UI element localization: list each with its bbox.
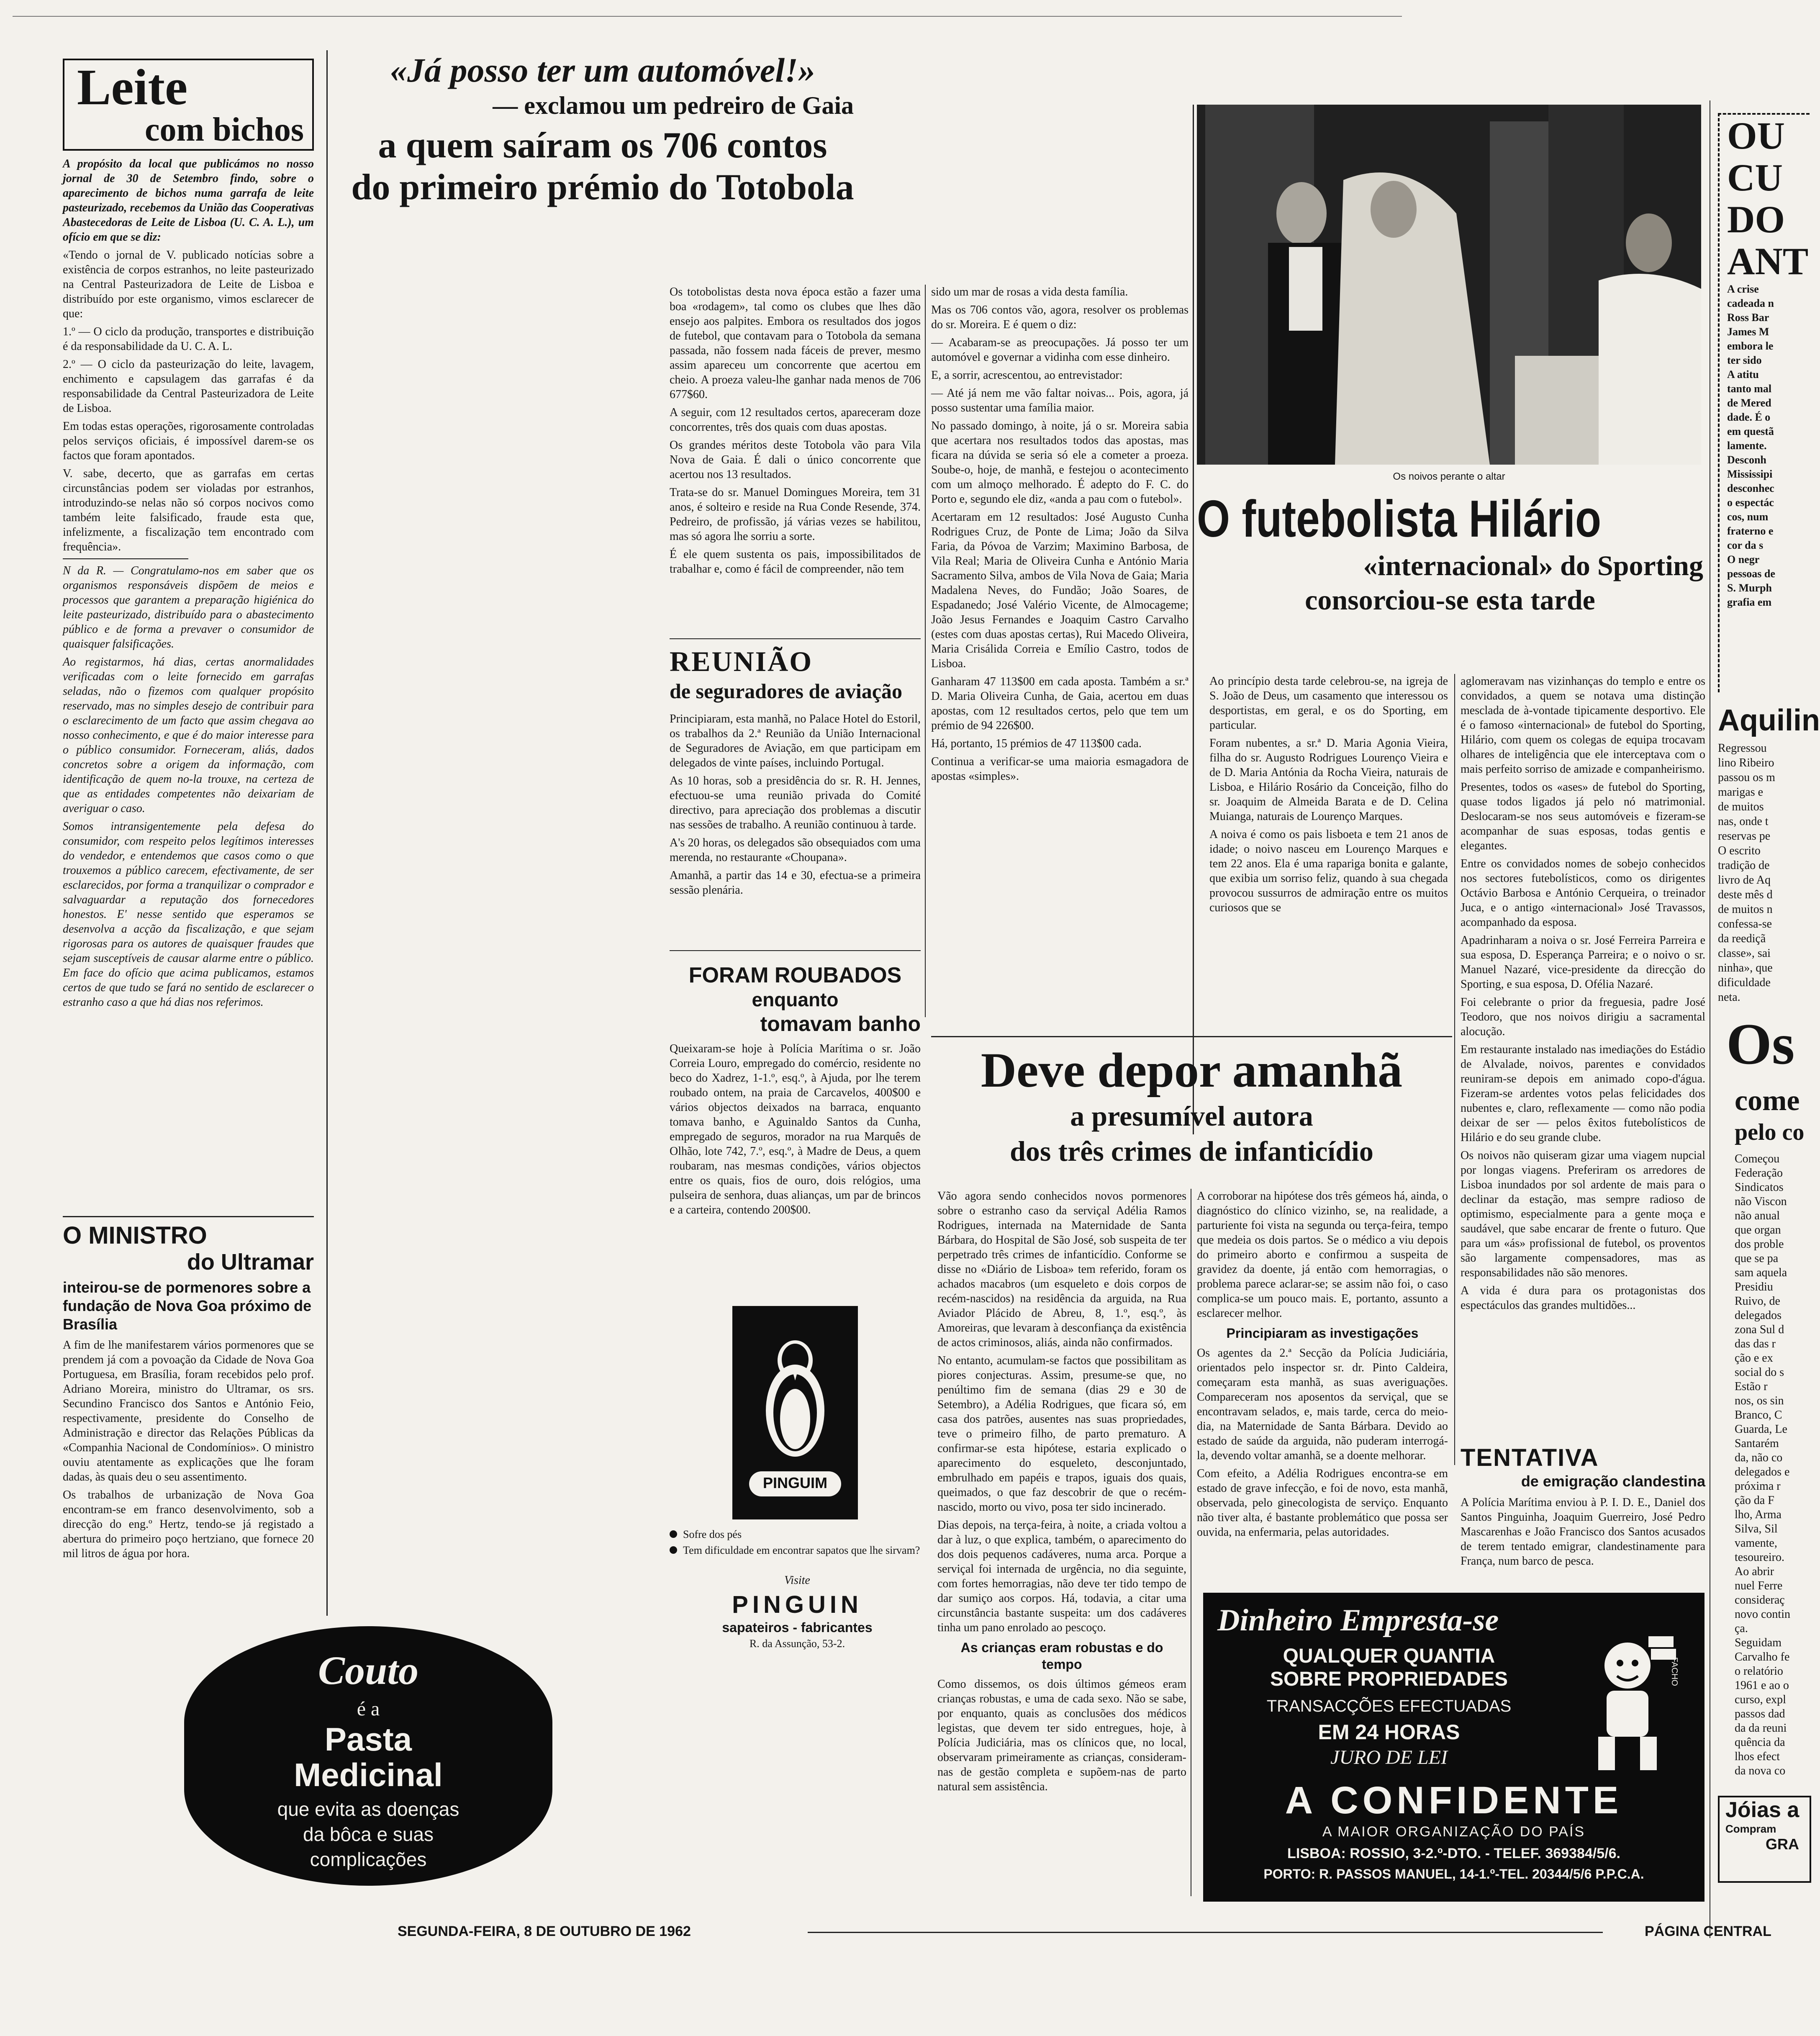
leite-body (63, 157, 314, 1228)
depor-paragraph: A corroborar na hipótese dos três gémeos há, ainda, o diagnóstico do clínico vizinho, se, na realidade, a parturiente foi vista na segunda ou terça-feira, tempo que medeia os dois partos. Se o médico a viu depois do primeiro aborto e confirmou a suspeita de gravidez da doente, já então com hemorragias, o problema parece aclarar-se; se assim não foi, o caso complica-se um pouco mais. E, portanto, assunto a esclarecer melhor. (1197, 1190, 1448, 1320)
pinguim-addr: R. da Assunção, 53-2. (749, 1638, 845, 1650)
hilario-headline: O futebolista Hilário (1197, 490, 1602, 548)
edge-headline: OU (1727, 114, 1785, 157)
confidente-tag: FACHO (1670, 1657, 1679, 1686)
edge-headline: CU (1727, 156, 1783, 199)
edge-text-line: dificuldade (1718, 976, 1771, 989)
column-rule (1454, 674, 1455, 1465)
edge-text-line: pessoas de (1727, 568, 1775, 580)
confidente-line: TRANSACÇÕES EFECTUADAS (1266, 1697, 1512, 1715)
reuniao-paragraph: Principiaram, esta manhã, no Palace Hotel do Estoril, os trabalhos da 2.ª Reunião da União Internacional de Seguradores de Aviação, em que participam em delegados de vinte países, incluindo Portugal. (670, 712, 921, 769)
depor-paragraph: Com efeito, a Adélia Rodrigues encontra-se em estado de grave infecção, e foi de novo, esta manhã, observada, pelo ginecologista de serviço. Enquanto não tiver alta, é bastante problemático que possa ser ouvida, na enfermaria, pelas autoridades. (1197, 1467, 1448, 1539)
edge-aquilino (1718, 703, 1820, 1005)
pinguim-bullet-text: Sofre dos pés (683, 1528, 742, 1540)
hilario-paragraph: Em restaurante instalado nas imediações do Estádio de Alvalade, noivos, parentes e convidados reuniram-se depois em animado copo-d'água. Fizeram-se ardentes votos pelas felicidades dos nubentes e, claro, reflexamente — como não podia deixar de ser — pelos êxitos futebolísticos de Hilário e do seu grande clube. (1461, 1043, 1705, 1144)
pinguim-ad (665, 1306, 929, 1653)
edge-text-line: Sindicatos (1735, 1181, 1784, 1194)
edge-text-line: da reediçã (1718, 932, 1766, 945)
edge-text-line: tesoureiro. (1735, 1551, 1784, 1564)
edge-text-line: não anual (1735, 1209, 1780, 1222)
couto-line: complicações (310, 1848, 427, 1870)
edge-text-line: dade. É o (1727, 411, 1771, 423)
bullet-icon (670, 1546, 677, 1554)
edge-text-line: A atitu (1727, 368, 1759, 380)
edge-text-line: ter sido (1727, 354, 1762, 366)
reuniao-body (670, 712, 921, 921)
section-rule (931, 1036, 1452, 1037)
pinguim-brand: PINGUIN (732, 1591, 863, 1618)
edge-headline: Aquilin (1718, 704, 1820, 737)
confidente-line: QUALQUER QUANTIA (1283, 1645, 1495, 1667)
edge-headline: come (1735, 1085, 1800, 1117)
couto-line: é a (357, 1698, 380, 1720)
edge-text-line: ça. (1735, 1622, 1748, 1635)
edge-headline: ANT (1727, 240, 1809, 283)
edge-text-line: Seguidam (1735, 1636, 1781, 1649)
edge-text-line: de muitos n (1718, 903, 1773, 916)
totobola-paragraph: Os totobolistas desta nova época estão a fazer uma boa «rodagem», tal como os clubes que lhes dão ensejo aos palpites. Embora os resultados dos jogos de futebol, que contavam para o Totobola da semana passada, não fossem nada fáceis de prever, mesmo assim apareceu um concorrente que acertou em cheio. A proeza valeu-lhe ganhar nada menos de 706 677$60. (670, 285, 921, 401)
reuniao-headline: REUNIÃO (670, 645, 813, 677)
edge-os (1718, 1013, 1808, 1867)
edge-text-line: Guarda, Le (1735, 1423, 1787, 1436)
leite-subtitle: com bichos (145, 111, 304, 148)
totobola-paragraph: Acertaram em 12 resultados: José Augusto Cunha Rodrigues Cruz, de Ponte de Lima; João da Silva Faria, da Póvoa de Varzim; Maximino Barbosa, de Vila Real; Maria de Oliveira Cunha e António Maria Sacramento Silva, ambos de Vila Nova de Gaia; Maria Madalena Neves, do Fundão; João Soares, de Espadanedo; José Valério Vicente, de Almocageme; João Jesus Fernandes e Joaquim Castro Carvalho (estes com duas apostas certas), Rui Macedo Oliveira, Maria Crisálida Correia e Emílio Castro, todos de Lisboa. (931, 511, 1189, 670)
edge-text-line: Branco, C (1735, 1409, 1782, 1422)
hilario-paragraph: Foram nubentes, a sr.ª D. Maria Agonia Vieira, filha do sr. Augusto Rodrigues Lourenço Vieira e de D. Maria Antónia da Rocha Vieira, naturais de Lisboa, e Hilário Rosário da Conceição, filho do sr. Joaquim de Almeida Barata e de D. Celina Muianga, naturais de Lourenço Marques. (1209, 737, 1448, 823)
photo-caption: Os noivos perante o altar (1393, 471, 1505, 482)
edge-text-line: nuel Ferre (1735, 1579, 1783, 1592)
edge-text-line: neta. (1718, 991, 1740, 1004)
hilario-deck: «internacional» do Sporting (1363, 550, 1703, 581)
footer-date: SEGUNDA-FEIRA, 8 DE OUTUBRO DE 1962 (398, 1923, 691, 1939)
ministro-paragraph: Os trabalhos de urbanização de Nova Goa encontram-se em franco desenvolvimento, sob a direcção do eng.º Hertz, tendo-se já registado a abertura do primeiro poço hertziano, que fornece 20 mil litros de água por hora. (63, 1488, 314, 1560)
ministro-article (63, 1222, 314, 1664)
edge-text-line: lino Ribeiro (1718, 756, 1774, 769)
confidente-sub: A MAIOR ORGANIZAÇÃO DO PAÍS (1322, 1824, 1586, 1840)
bullet-icon (670, 1530, 677, 1538)
edge-text-line: delegados (1735, 1309, 1781, 1322)
column-divider (63, 1216, 314, 1217)
edge-headline: DO (1727, 198, 1785, 241)
edge-text-line: marigas e (1718, 786, 1764, 799)
ministro-body (63, 1338, 314, 1664)
ministro-deck: inteirou-se de pormenores sobre a fundação de Nova Goa próximo de Brasília (63, 1279, 312, 1333)
edge-text-line: ção da F (1735, 1494, 1774, 1507)
edge-text-line: lho, Arma (1735, 1508, 1781, 1521)
section-rule (670, 638, 921, 639)
pinguim-sub: sapateiros - fabricantes (722, 1620, 873, 1635)
edge-text-line: 1961 e ao o (1735, 1679, 1789, 1692)
hilario-deck-2: consorciou-se esta tarde (1305, 584, 1595, 616)
leite-intro: A propósito da local que publicámos no nosso jornal de 30 de Setembro findo, sobre o aparecimento de bichos numa garrafa de leite pasteurizado, recebemos da União das Cooperativas Abastecedoras de Leite de Lisboa (U. C. A. L.), um ofício em que se diz: (63, 157, 314, 244)
edge-joias: Jóias a (1725, 1798, 1799, 1822)
leite-paragraph: V. sabe, decerto, que as garrafas em certas circunstâncias podem ser violadas por estranhos, introduzindo-se nelas não só corpos nocivos como também leite falsificado, fraude esta que, infelizmente, a fiscalização tem encontrado com frequência». (63, 467, 314, 553)
tentativa-article (1461, 1444, 1705, 1596)
depor-paragraph: Dias depois, na terça-feira, à noite, a criada voltou a dar à luz, o que explica, também, o aparecimento do dos dois pequenos cadáveres, numa arca. Porque a serviçal foi internada de urgência, no dia seguinte, com fortes hemorragias, não deve ter tido tempo de dar sumiço aos corpos. Há, todavia, a citar uma circunstância bastante suspeita: um dos cadáveres tinha um pano enrolado ao pescoço. (937, 1519, 1186, 1634)
leite-editor-note: N da R. — Congratulamo-nos em saber que os organismos responsáveis dispõem de meios e processos que garantem a preparação higiénica do leite pasteurizado, distribuído para o abastecimento público e de forma a prevaver o consumidor de quaisquer falsificações. (63, 564, 314, 650)
hilario-paragraph: Entre os convidados nomes de sobejo conhecidos nos sectores futebolísticos, como os dirigentes Octávio Barbosa e António Cerqueira, o treinador Juca, e o antigo «internacional» José Travassos, acompanhado da esposa. (1461, 857, 1705, 929)
hilario-paragraph: Os noivos não quiseram gizar uma viagem nupcial por longas viagens. Preferiram os arredores de Lisboa inundados por sol ardente de mais para o declinar da estação, mas sempre radioso de optimismo, especialmente para a gente moça e saudável, que sabe encarar de frente o futuro. Que para um «ás» profissional de futebol, os proventos são largamente compensadores, mas as responsabilidades não são menores. (1461, 1149, 1705, 1279)
hilario-paragraph: Ao princípio desta tarde celebrou-se, na igreja de S. João de Deus, um casamento que interessou os desportistas, em geral, e os do Sporting, em particular. (1209, 675, 1448, 732)
edge-text-line: o relatório (1735, 1665, 1783, 1678)
edge-text-line: confessa-se (1718, 918, 1772, 931)
edge-compra: Compram (1725, 1823, 1776, 1835)
edge-text-line: Carvalho fe (1735, 1650, 1790, 1663)
totobola-paragraph: — Até já nem me vão faltar noivas... Pois, agora, já posso sustentar uma família maior. (931, 387, 1189, 414)
edge-text-line: S. Murph (1727, 582, 1772, 594)
depor-deck: a presumível autora (1070, 1100, 1313, 1132)
edge-text-line: vamente, (1735, 1537, 1777, 1550)
confidente-line: JURO DE LEI (1330, 1746, 1448, 1769)
leite-paragraph: 1.º — O ciclo da produção, transportes e distribuição é da responsabilidade da U. C. A. L. (63, 325, 314, 353)
edge-text-line: desconhec (1727, 482, 1774, 494)
edge-text-line: zona Sul d (1735, 1323, 1784, 1336)
edge-text-line: em questã (1727, 425, 1774, 437)
edge-text-line: o espectác (1727, 496, 1774, 509)
edge-text-line: Estão r (1735, 1380, 1768, 1393)
edge-text-line: cor da s (1727, 539, 1764, 551)
edge-headline: Os (1726, 1012, 1795, 1077)
edge-text-line: grafia em (1727, 596, 1772, 608)
depor-col-2 (1197, 1189, 1448, 1586)
roubados-headline: FORAM ROUBADOS (688, 963, 902, 987)
edge-text-line: Ross Bar (1727, 311, 1769, 324)
roubados-deck-2: tomavam banho (760, 1012, 921, 1036)
roubados-article (670, 963, 921, 1276)
edge-text-line: Ruivo, de (1735, 1295, 1780, 1308)
totobola-paragraph: Os grandes méritos deste Totobola vão para Vila Nova de Gaia. É dali o único concorrente que acertou nos 13 resultados. (670, 439, 921, 481)
edge-text-line: de muitos (1718, 800, 1764, 813)
depor-headline-block (931, 1042, 1452, 1169)
totobola-headline-2: do primeiro prémio do Totobola (351, 167, 854, 208)
edge-headline: pelo co (1735, 1119, 1805, 1145)
footer-page: PÁGINA CENTRAL (1645, 1923, 1771, 1939)
edge-text-line: delegados e (1735, 1465, 1790, 1478)
tentativa-body (1461, 1495, 1705, 1596)
edge-text-line: não Viscon (1735, 1195, 1787, 1208)
totobola-paragraph: A seguir, com 12 resultados certos, apareceram doze concorrentes, três dos quais com duas apostas. (670, 406, 921, 434)
reuniao-article (670, 645, 921, 921)
edge-text-line: tanto mal (1727, 383, 1772, 395)
pinguim-visite: Visite (784, 1574, 810, 1587)
wedding-photo-image (1197, 105, 1701, 465)
depor-paragraph: Vão agora sendo conhecidos novos pormenores sobre o estranho caso da serviçal Adélia Ramos Rodrigues, internada na Maternidade de Santa Bárbara, do Hospital de São José, sob suspeita de ter perpetrado três crimes de infanticídio. Conforme se disse no «Diário de Lisboa» tem referido, foram os achados macabros (um esqueleto e dois corpos de recém-nascidos) na residência da arguida, na Rua Aviador Plácido de Abreu, 8, 1.º, esq.º, às Amoreiras, que levaram à desconfiança da existência de actos criminosos, aliás, ainda não confirmados. (937, 1190, 1186, 1349)
edge-text-line: curso, expl (1735, 1693, 1786, 1706)
pinguim-badge-label: PINGUIM (762, 1474, 827, 1491)
totobola-col-2 (931, 285, 1189, 988)
column-rule (1193, 105, 1194, 1134)
totobola-paragraph: Mas os 706 contos vão, agora, resolver os problemas do sr. Moreira. E é quem o diz: (931, 303, 1189, 331)
hilario-paragraph: aglomeravam nas vizinhanças do templo e entre os convidados, a quem se notava uma distinção mesclada de à-vontade tipicamente desportivo. Ele é o famoso «internacional» de futebol do Sporting, Hilário, com quem os colegas de equipa trocavam olhares de inteligência que ele interceptava com o mais perfeito sorriso de amizade e companheirismo. (1461, 675, 1705, 776)
hilario-paragraph: Presentes, todos os «ases» de futebol do Sporting, quase todos ligados já pelo nó matrimonial. Deslocaram-se nos seus automóveis e fizeram-se acompanhar de suas esposas, todas gentis e elegantes. (1461, 781, 1705, 852)
hilario-col-1 (1209, 674, 1448, 1021)
reuniao-paragraph: A's 20 horas, os delegados são obsequiados com uma merenda, no restaurante «Choupana». (670, 836, 921, 864)
edge-text-line: fraterno e (1727, 525, 1774, 537)
column-rule (326, 50, 328, 1616)
column-rule (925, 285, 926, 1017)
edge-joias-ad (1718, 1796, 1811, 1883)
leite-paragraph: 2.º — O ciclo da pasteurização do leite, lavagem, enchimento e capsulagem das garrafas é da responsabilidade da Central Pasteurizadora de Leite de Lisboa. (63, 358, 314, 415)
top-rule (13, 16, 1402, 17)
edge-text-line: O escrito (1718, 844, 1761, 857)
edge-text-line: das das r (1735, 1337, 1776, 1350)
edge-text-line: de Mered (1727, 397, 1771, 409)
pinguim-bullet-2 (670, 1544, 934, 1557)
edge-text-list (1720, 282, 1810, 609)
reuniao-deck: de seguradores de aviação (670, 679, 902, 703)
edge-text-line: da da reuni (1735, 1722, 1787, 1735)
totobola-paragraph: No passado domingo, à noite, já o sr. Moreira sabia que acertara nos resultados todos das apostas, mas ficara na dúvida se seria só ele a cometer a proeza. Soube-o, hoje, de manhã, e festejou o acontecimento com um almoço melhorado. É adepto do F. C. do Porto e, segundo ele diz, «anda a pau com o futebol». (931, 419, 1189, 506)
edge-text-line: quência da (1735, 1736, 1785, 1749)
edge-text-line: que organ (1735, 1224, 1781, 1237)
footer-rule (808, 1932, 1603, 1933)
totobola-paragraph: Ganharam 47 113$00 em cada aposta. Também a sr.ª D. Maria Oliveira Cunha, de Gaia, acertou em duas apostas, com 12 resultados certos, pelo que tem um prémio de 94 226$00. (931, 675, 1189, 732)
wedding-photo (1197, 105, 1701, 465)
edge-text-line: Desconh (1727, 454, 1766, 466)
totobola-paragraph: E, a sorrir, acrescentou, ao entrevistador: (931, 369, 1123, 382)
totobola-kicker: «Já posso ter um automóvel!» (390, 51, 815, 89)
hilario-col-2 (1461, 674, 1705, 1436)
pinguim-bullet-text: Tem dificuldade em encontrar sapatos que lhe sirvam? (683, 1544, 920, 1556)
tentativa-paragraph: A Polícia Marítima enviou à P. I. D. E., Daniel dos Santos Pinguinha, Joaquim Guerreiro, José Pedro Mascarenhas e João Francisco dos Santos acusados de terem tentado emigrar, clandestinamente para França, num barco de pesca. (1461, 1496, 1705, 1568)
ministro-headline: O MINISTRO (63, 1222, 207, 1249)
confidente-ad (1203, 1593, 1704, 1902)
edge-text-line: deste mês d (1718, 888, 1773, 901)
depor-headline: Deve depor amanhã (981, 1043, 1403, 1098)
money-man-icon (1573, 1632, 1682, 1774)
confidente-title: Dinheiro Empresta-se (1217, 1603, 1499, 1638)
totobola-paragraph: Há, portanto, 15 prémios de 47 113$00 cada. (931, 737, 1142, 750)
edge-text-line: Silva, Sil (1735, 1522, 1778, 1535)
totobola-col-1 (670, 285, 921, 628)
couto-line: que evita as doenças (277, 1798, 459, 1820)
edge-text-line: da nova co (1735, 1764, 1786, 1777)
pinguim-poster (732, 1306, 858, 1519)
hilario-paragraph: Apadrinharam a noiva o sr. José Ferreira Parreira e sua esposa, D. Esperança Parreira; e o noivo o sr. Manuel Nazaré, vice-presidente da direcção do Sporting, e sua esposa, D. Ofélia Nazaré. (1461, 934, 1705, 991)
leite-title: Leite (77, 59, 188, 116)
roubados-body (670, 1041, 921, 1276)
edge-text-line: Presidiu (1735, 1280, 1773, 1293)
leite-article (63, 59, 314, 1228)
edge-text-line: nas, onde t (1718, 815, 1769, 828)
edge-text-line: embora le (1727, 340, 1774, 352)
edge-text-line: cadeada n (1727, 297, 1774, 309)
couto-line: Medicinal (294, 1756, 443, 1793)
edge-text-line: classe», sai (1718, 947, 1771, 960)
totobola-paragraph: — Acabaram-se as preocupações. Já posso ter um automóvel e governar a vidinha com esse dinheiro. (931, 336, 1189, 364)
tentativa-deck: de emigração clandestina (1521, 1473, 1705, 1490)
edge-text-line: O negr (1727, 553, 1760, 566)
edge-text-line: Santarém (1735, 1437, 1779, 1450)
depor-paragraph: Os agentes da 2.ª Secção da Polícia Judiciária, orientados pelo inspector sr. dr. Pinto Caldeira, começaram esta manhã, as suas averiguações. Compareceram nos aposentos da serviçal, que se encontravam selados, e, mais tarde, cerca do meio-dia, na Maternidade de Santa Bárbara. Devido ao estado de saúde da arguida, não puderam interrogá-la, devendo voltar amanhã, se a doente melhorar. (1197, 1347, 1448, 1462)
edge-text-line: Mississipi (1727, 468, 1773, 480)
edge-text-line: ninha», que (1718, 961, 1773, 974)
edge-text-line: social do s (1735, 1366, 1784, 1379)
confidente-porto: PORTO: R. PASSOS MANUEL, 14-1.º-TEL. 20344/5/6 P.P.C.A. (1263, 1866, 1644, 1882)
edge-text-line: James M (1727, 326, 1769, 338)
edge-text-line: passou os m (1718, 771, 1775, 784)
leite-divider (63, 558, 188, 559)
edge-text-line: consideraç (1735, 1594, 1785, 1607)
edge-text-line: Regressou (1718, 742, 1767, 755)
leite-paragraph: Em todas estas operações, rigorosamente controladas pelos serviços oficiais, é impossível darem-se os factos que foram apontados. (63, 420, 314, 462)
ministro-headline-2: do Ultramar (187, 1249, 314, 1275)
section-rule (670, 950, 921, 951)
couto-brand: Couto (318, 1648, 419, 1693)
depor-subhead: As crianças eram robustas e do tempo (960, 1640, 1163, 1672)
couto-line: da bôca e suas (303, 1823, 434, 1845)
edge-text-line: da, não co (1735, 1451, 1783, 1464)
totobola-paragraph: É ele quem sustenta os pais, impossibilitados de trabalhar e, como é fácil de compreender, não tem (670, 548, 921, 576)
edge-text-line: lhos efect (1735, 1750, 1780, 1763)
roubados-paragraph: Queixaram-se hoje à Polícia Marítima o sr. João Correia Louro, empregado do comércio, residente no beco do Xadrez, 1-1.º, esq.º, à Ajuda, por lhe terem roubado ontem, na praia de Carcavelos, 400$00 e vários objectos deixados na barraca, enquanto tomava banho, e Aguinaldo Santos da Cunha, empregado de seguros, morador na rua Marquês de Olhão, lote 742, 7.º, esq.º, à Madre de Deus, a quem roubaram, nas mesmas condições, vários objectos entre os quais, fios de ouro, dois relógios, uma pulseira de senhora, duas alianças, um par de brincos e a carteira, contendo 200$00. (670, 1042, 921, 1216)
edge-text-list (1718, 1152, 1808, 1778)
confidente-line: SOBRE PROPRIEDADES (1270, 1668, 1508, 1690)
edge-text-line: A crise (1727, 283, 1759, 295)
edge-text-list (1718, 741, 1808, 1005)
totobola-paragraph: Continua a verificar-se uma maioria esmagadora de apostas «simples». (931, 755, 1189, 783)
edge-text-line: dos proble (1735, 1238, 1784, 1251)
edge-text-line: nos, os sin (1735, 1394, 1784, 1407)
totobola-paragraph: sido um mar de rosas a vida desta família. (931, 285, 1128, 298)
edge-text-line: sam aquela (1735, 1266, 1787, 1279)
edge-text-line: Federação (1735, 1167, 1783, 1180)
depor-col-1 (937, 1189, 1186, 1888)
hilario-paragraph: A vida é dura para os protagonistas dos espectáculos das grandes multidões... (1461, 1284, 1705, 1312)
edge-text-line: reservas pe (1718, 830, 1771, 843)
totobola-paragraph: Trata-se do sr. Manuel Domingues Moreira, tem 31 anos, é solteiro e reside na Rua Conde Resende, 374. Pedreiro, de profissão, já várias vezes se habilitou, mas só agora lhe sorriu a sorte. (670, 486, 921, 543)
totobola-headline: a quem saíram os 706 contos (378, 125, 827, 166)
edge-gra: GRA (1766, 1835, 1799, 1853)
confidente-lisboa: LISBOA: ROSSIO, 3-2.º-DTO. - TELEF. 369384/5/6. (1287, 1846, 1620, 1861)
hilario-paragraph: Foi celebrante o prior da freguesia, padre José Teodoro, que nos noivos dirigiu a sacramental alocução. (1461, 996, 1705, 1038)
edge-text-line: Ao abrir (1735, 1565, 1774, 1578)
leite-headline-box (63, 59, 314, 151)
edge-box (1718, 113, 1810, 692)
leite-editor-note: Somos intransigentemente pela defesa do consumidor, com respeito pelos legítimos interesses do vendedor, e entendemos que casos como o que trouxemos a público carecem, efectivamente, de ser esclarecidos, por forma a tranquilizar o comprador e salvaguardar a reputação dos fornecedores honestos. E' nesse sentido que esperamos se desenvolva a acção da fiscalização, e que sejam rigorosas para os autores de quaisquer fraudes que sejam susceptíveis de causar alarme entre o público. Em face do ofício que acima publicamos, estamos certos de que tudo se fará no sentido de esclarecer o estranho caso a que há dias nos referimos. (63, 820, 314, 1009)
hilario-headline-block (1197, 490, 1703, 617)
edge-text-line: próxima r (1735, 1480, 1781, 1493)
edge-text-line: tradição de (1718, 859, 1770, 872)
confidente-line: EM 24 HORAS (1318, 1720, 1460, 1744)
roubados-deck: enquanto (752, 989, 839, 1010)
depor-paragraph: Como dissemos, os dois últimos gémeos eram crianças robustas, e uma de cada sexo. Não se sabe, por enquanto, quais as conclusões dos médicos legistas, que devem ter sido entregues, hoje, à Polícia Judiciária, mas os clínicos que, no local, observaram primeiramente as crianças, consideram-nas de gestão completa e supõem-nas de parto natural sem assistência. (937, 1678, 1186, 1793)
edge-text-line: passos dad (1735, 1707, 1785, 1720)
depor-deck-2: dos três crimes de infanticídio (1010, 1135, 1373, 1167)
edge-text-line: novo contin (1735, 1608, 1790, 1621)
leite-editor-note: Ao registarmos, há dias, certas anormalidades verificadas com o leite fornecido em garrafas seladas, não o fizemos com qualquer propósito reservado, mas no simples desejo de contribuir para o esclarecimento de um facto que assim chegava ao nosso conhecimento, e que é do maior interesse para o público consumidor. Forneceram, aliás, dados concretos sobre a origem da informação, com identificação de quem no-la trouxe, na certeza de que as entidades competentes não deixariam de averiguar o caso. (63, 656, 314, 815)
totobola-deck: — exclamou um pedreiro de Gaia (493, 92, 854, 119)
leite-paragraph: «Tendo o jornal de V. publicado notícias sobre a existência de corpos estranhos, no leite pasteurizado na Central Pasteurizadora de Leite de Lisboa e distribuído por este organismo, vimos esclarecer de que: (63, 249, 314, 320)
couto-ad (184, 1626, 552, 1886)
ministro-paragraph: A fim de lhe manifestarem vários pormenores que se prendem já com a povoação da Cidade de Nova Goa Portuguesa, em Brasília, foram recebidos pelo prof. Adriano Moreira, ministro do Ultramar, os srs. Secundino Francisco dos Santos e António Feio, respectivamente, presidente do Conselho de Administração e director das Relações Públicas da «Companhia Nacional de Condomínios». O ministro ouviu atentamente as explicações que lhe foram dadas, às quais deu o seu assentimento. (63, 1339, 314, 1483)
edge-text-line: livro de Aq (1718, 874, 1771, 887)
depor-paragraph: No entanto, acumulam-se factos que possibilitam as piores conjecturas. Assim, presume-se que, no penúltimo fim de semana (dias 29 e 30 de Setembro), a Adélia Rodrigues, que ficara só, em casa dos patrões, ausentes nas suas propriedades, teve o primeiro filho, de parto prematuro. A confirmar-se esta hipótese, estaria explicado o aparecimento do esqueleto, desconjuntado, embrulhado em papéis e trapos, iguais dos quais, queimados, o que faz descobrir de que o recém-nascido, morto ou vivo, posa ter sido incinerado. (937, 1354, 1186, 1514)
reuniao-paragraph: Amanhã, a partir das 14 e 30, efectua-se a primeira sessão plenária. (670, 869, 921, 897)
couto-line: Pasta (324, 1721, 412, 1758)
hilario-paragraph: A noiva é como os pais lisboeta e tem 21 anos de idade; o noivo nasceu em Lourenço Marques e tem 22 anos. Ela é uma rapariga bonita e galante, que exibia um sorriso feliz, quando à sua chegada provocou sussurros de admiração entre os muitos curiosos que se (1209, 828, 1448, 914)
depor-subhead: Principiaram as investigações (1226, 1326, 1419, 1341)
confidente-brand: A CONFIDENTE (1285, 1779, 1623, 1822)
reuniao-paragraph: As 10 horas, sob a presidência do sr. R. H. Jennes, efectuou-se uma reunião privada do Comité directivo, para apreciação dos problemas a discutir nas sessões de trabalho. A reunião continuou à tarde. (670, 774, 921, 831)
edge-text-line: Começou (1735, 1152, 1780, 1165)
edge-text-line: cos, num (1727, 511, 1769, 523)
edge-text-line: lamente. (1727, 440, 1767, 452)
pinguim-bullet-1 (670, 1528, 921, 1541)
tentativa-headline: TENTATIVA (1461, 1444, 1599, 1471)
edge-text-line: ção e ex (1735, 1352, 1773, 1365)
edge-text-line: que se pa (1735, 1252, 1779, 1265)
